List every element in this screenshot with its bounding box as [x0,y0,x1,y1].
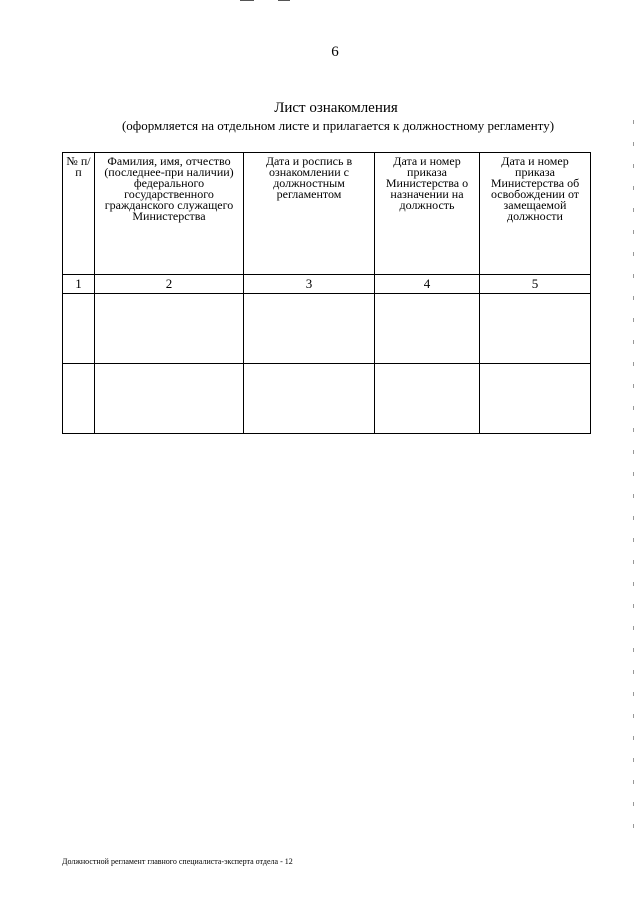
header-appointment-order: Дата и номер приказа Министерства о назначении на должность [375,153,480,275]
column-number: 3 [244,275,375,294]
table-cell [95,364,244,434]
column-number: 1 [63,275,95,294]
column-number: 2 [95,275,244,294]
table-row [63,364,591,434]
scan-mark-top-right [278,0,290,1]
table-cell [375,294,480,364]
document-title: Лист ознакомления [274,100,398,116]
scan-edge-artifact [633,120,634,840]
table-cell [375,364,480,434]
column-number-row [63,275,591,294]
table-cell [95,294,244,364]
document-subtitle: (оформляется на отдельном листе и прилагается к должностному регламенту) [121,118,555,133]
table-cell [480,294,591,364]
header-dismissal-order: Дата и номер приказа Министерства об освобождении от замещаемой должности [480,153,591,275]
header-full-name: Фамилия, имя, отчество (последнее-при наличии) федерального государственного гражданского служащего Министерства [95,153,244,275]
table-cell [63,294,95,364]
column-number: 5 [480,275,591,294]
scan-mark-top-left [240,0,254,1]
header-number: № п/п [63,153,95,275]
table-cell [480,364,591,434]
table-header-row [63,153,591,275]
table-cell [63,364,95,434]
page-footer: Должностной регламент главного специалиста-эксперта отдела - 12 [62,857,293,866]
table-cell [244,364,375,434]
table-row [63,294,591,364]
table-cell [244,294,375,364]
header-signature-date: Дата и роспись в ознакомлении с должностным регламентом [244,153,375,275]
acknowledgement-table [62,152,591,434]
column-number: 4 [375,275,480,294]
page-number: 6 [331,44,339,60]
